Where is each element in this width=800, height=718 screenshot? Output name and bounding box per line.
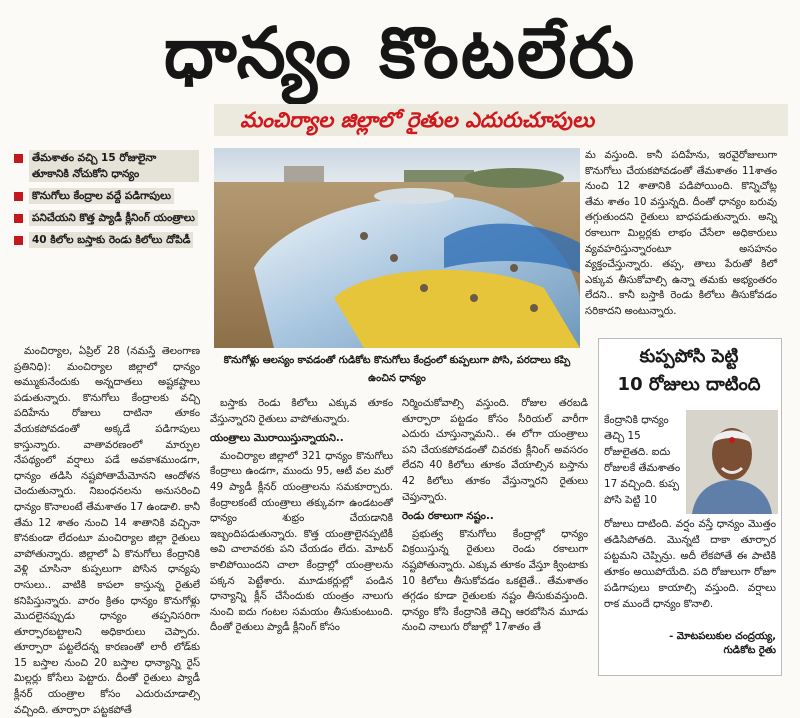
article-column-2 [210, 396, 393, 674]
highlight-item: 40 కిలోల బస్తాకు రెండు కిలోలు దోపిడీ [14, 232, 199, 248]
article-column-3 [402, 396, 588, 674]
highlight-item: తేమశాతం వచ్చి 15 రోజులైనా తూకానికి నోచుకోని ధాన్యం [14, 150, 199, 182]
article-column-3-top [585, 148, 777, 334]
photo-caption: కొనుగోళ్లు ఆలస్యం కావడంతో గుడికోట కొనుగోలు కేంద్రంలో కుప్పలుగా పోసి, పరదాలు కప్పి ఉంచిన ధాన్యం [223, 355, 571, 384]
quote-signature: - మోటపలుకుల చంద్రయ్య, గుడికోట రైతు [669, 631, 776, 656]
quote-text-long: రోజులు దాటింది. వర్షం వస్తే ధాన్యం మొత్తం తడిసిపోతది. మొన్నటి దాకా తూర్పార పట్టమని చెప్పిన్రు. అదీ లేకపోతే ఈ పాటికి తూకం అయిపోయేది. పది రోజులుగా రోజూ పడిగాపులు కాయాల్సి వస్తుంది. వర్షాలు రాక ముందే ధాన్యం కొనాలి. [604, 518, 776, 610]
article-paragraph: నిర్మించుకోవాల్సి వస్తుంది. రోజుల తరబడి తూర్పారా పట్టడం కోసం సీరియల్ వారీగా ఎదురు చూస్తున్నామని.. ఈ లోగా యంత్రాలు పని చేయకపోవడంతో చివరకు క్లీనింగ్ అవసరం లేదని 40 కిలోలు తూకం వేయాల్సిన బస్తాను 42 కిలోలు తూకం వేస్తున్నారని రైతులు చెప్తున్నారు. [402, 398, 588, 503]
farmer-portrait-image [686, 410, 778, 514]
grain-heaps-photo [214, 148, 580, 348]
quote-text-short: కేంద్రానికి ధాన్యం తెచ్చి 15 రోజులైతది. ఐదు రోజులకే తేమశాతం 17 వచ్చింది. కుప్ప పోసి పెట్టి 10 [604, 414, 681, 506]
article-paragraph: మంచిర్యాల, ఏప్రిల్ 28 (నమస్తే తెలంగాణ ప్రతినిధి): మంచిర్యాల జిల్లాలో ధాన్యం అమ్ముకునేందుకు అన్నదాతలు అష్టకష్టాలు పడుతున్నారు. కొనుగోలు కేంద్రాలకు వచ్చి పదిహేను రోజులు దాటినా తూకం వేయకపోవడంతో అక్కడే పడిగాపులు కాస్తున్నారు. వాతావరణంలో మార్పుల నేపథ్యంలో వర్షాలు పడే అవకాశముండగా, ధాన్యం తడిసి నష్టపోతామేమోనని ఆందోళన చెందుతున్నారు. నిబంధనలను అనుసరించి ధాన్యం కొనాలంటే తేమశాతం 17 ఉండాలి. కానీ తేమ 12 శాతం నుంచి 14 శాతానికి వచ్చినా కొనకుండా లేదంటూ మంచిర్యాల జిల్లా రైతులు వాపోతున్నారు. జిల్లాలో ఏ కొనుగోలు కేంద్రానికి వెళ్లి చూసినా కుప్పలుగా పోసిన ధాన్యపు రాసులు.. వాటికి కాపలా కాస్తున్న రైతులే కనిపిస్తున్నారు. వారం క్రితం ధాన్యం కొనుగోళ్లు మొదలైనప్పుడు ధాన్యం తప్పనిసరిగా తూర్పారబట్టాలని అధికారులు చెప్పారు. తూర్పారా పట్టలేదన్న కారణంతో లారీ లోడ్‌కు 15 బస్తాల నుంచి 20 బస్తాల ధాన్యాన్ని రైస్ మిల్లర్లు కోసేలు పెట్టారు. దీంతో రైతులు ప్యాడీ క్లీనర్ యంత్రాల కోసం ఎదురుచూడాల్సి వచ్చింది. తూర్పారా పట్టకపోతే [14, 346, 200, 716]
photo-illustration [214, 148, 580, 348]
farmer-portrait [686, 410, 778, 514]
article-paragraph: మంచిర్యాల జిల్లాలో 321 ధాన్యం కొనుగోలు కేంద్రాలు ఉండగా, ముందు 95, ఆటీ వల మరో 49 ప్యాడీ క్లీనర్ యంత్రాలను సమకూర్చారు. కేంద్రాలకంటే యంత్రాలు తక్కువగా ఉండటంతో ధాన్యం శుభ్రం చేయడానికి ఇబ్బందిపడుతున్నారు. కొత్త యంత్రాలైనప్పటికీ అవి చాలావరకు పని చేయడం లేదు. మోటర్ కాలిపోయిందని చాలా కేంద్రాల్లో యంత్రాలను పక్కన పెట్టేశారు. మూడుకర్లుల్లో పండిన ధాన్యాన్ని క్లీన్ చేసేందుకు యంత్రం నాలుగు నుంచి ఐదు గంటల సమయం తీసుకుంటుంది. దీంతో రైతులు ప్యాడీ క్లీనింగ్ కోసం [210, 450, 393, 634]
subheadline: మంచిర్యాల జిల్లాలో రైతుల ఎదురుచూపులు [240, 108, 595, 132]
bullet-square-icon [14, 236, 23, 245]
section-heading: యంత్రాలు మొరాయిస్తున్నాయని.. [210, 433, 344, 445]
article-paragraph: బస్తాకు రెండు కిలోలు ఎక్కువ తూకం వేస్తున్నారని రైతులు వాపోతున్నారు. [210, 398, 393, 425]
highlight-item: పనిచేయని కొత్త ప్యాడీ క్లీనింగ్ యంత్రాలు [14, 210, 199, 226]
article-column-1 [14, 344, 200, 716]
article-paragraph: మ వస్తుంది. కానీ పదిహేను, ఇరవైరోజులుగా కొనుగోలు చేయకపోవడంతో తేమశాతం 11శాతం నుంచి 12 శాతానికి పడిపోయింది. కొన్నిచోట్ల తేమ శాతం 10 వస్తున్నది. దీంతో ధాన్యం బరువు తగ్గుతుందని రైతులు బాధపడుతున్నారు. అన్ని రకాలుగా మిల్లర్లకు లాభం చేసేలా అధికారులు వ్యవహరిస్తున్నారంటూ అసహనం వ్యక్తంచేస్తున్నారు. తప్ప, తాలు పేరుతో కిలో ఎక్కువ తీసుకోవాల్సి ఉన్నా తమకు అభ్యంతరం లేదని.. కానీ బస్తాకి రెండు కిలోలు తీసుకోవడం సరికాదని అంటున్నారు. [585, 150, 777, 317]
bullet-square-icon [14, 214, 23, 223]
section-heading: రెండు రకాలుగా నష్టం.. [402, 511, 494, 523]
bullet-square-icon [14, 154, 23, 163]
bullet-square-icon [14, 192, 23, 201]
headline: ధాన్యం కొంటలేరు [163, 12, 637, 94]
highlight-item: కొనుగోలు కేంద్రాల వద్దే పడిగాపులు [14, 188, 199, 204]
quote-box-title: కుప్పపోసి పెట్టి 10 రోజులు దాటింది [617, 346, 761, 395]
article-paragraph: ప్రభుత్వ కొనుగోలు కేంద్రాల్లో ధాన్యం విక్రయిస్తున్న రైతులు రెండు రకాలుగా నష్టపోతున్నారు. ఎక్కువ తూకం వేస్తూ క్వింటాకు 10 కిలోలు తీసుకోవడం ఒకటైతే.. తేమశాతం తగ్గడం కూడా రైతులకు నష్టం తీసుకువస్తుంది. ధాన్యం కోసి కేంద్రానికి తెచ్చి ఆరబోసిన మూడు నుంచి నాలుగు రోజుల్లో 17శాతం తే [402, 528, 588, 634]
highlights-list [14, 150, 199, 332]
